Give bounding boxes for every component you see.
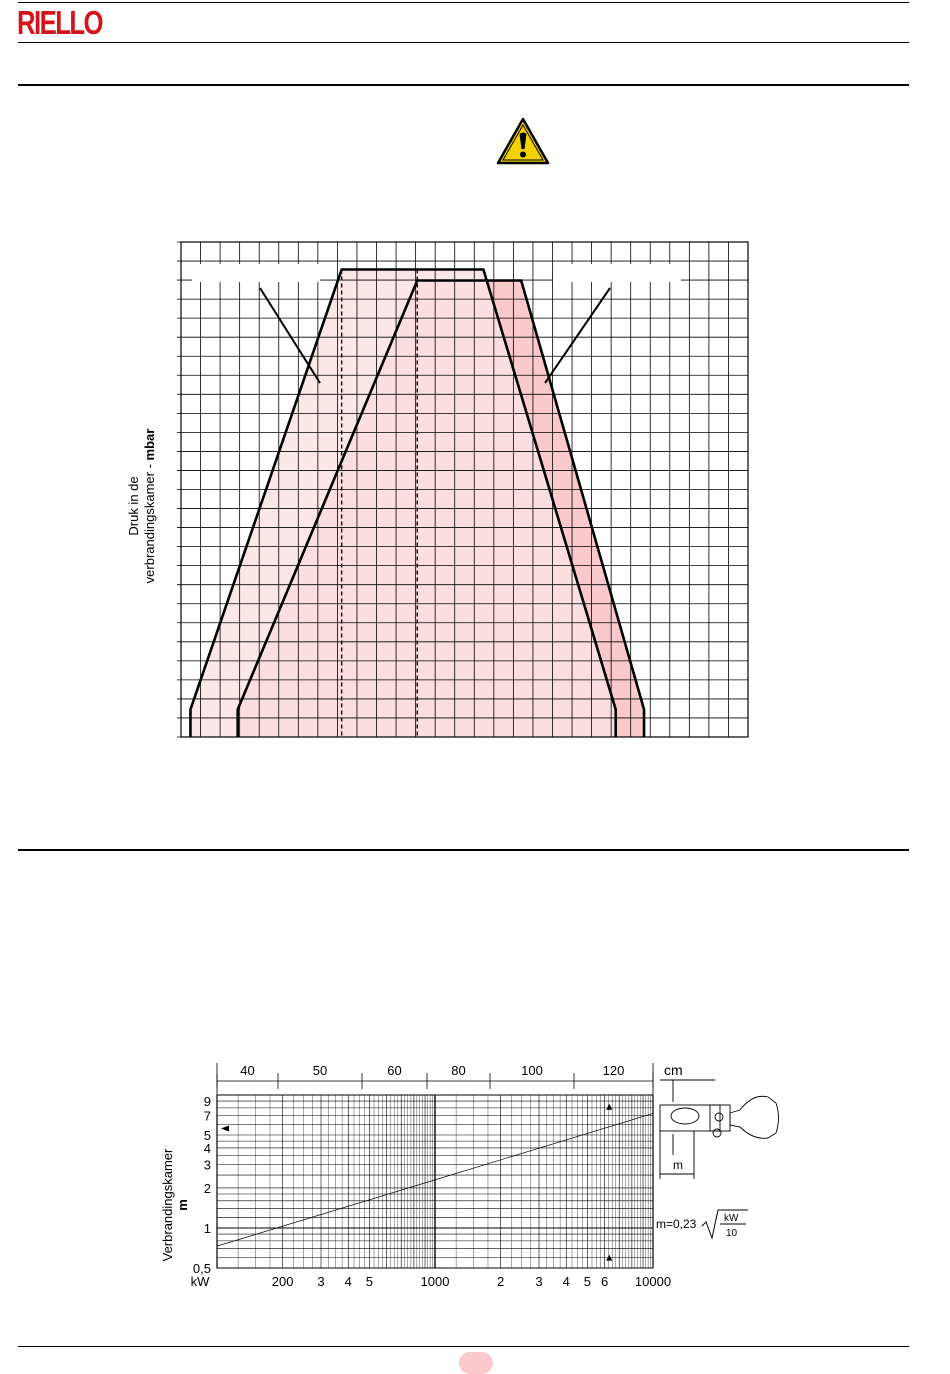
y-tick-label: 2: [203, 1180, 211, 1196]
chamber-length-chart: [170, 1055, 790, 1305]
band-label: 40: [240, 1063, 255, 1078]
y-tick-label: 0,5: [192, 1261, 211, 1276]
y-tick-label: 1: [203, 1220, 211, 1236]
chart1-ylabel: Druk in de verbrandingskamer - mbar: [126, 428, 157, 584]
x-tick-label: 3: [317, 1274, 325, 1289]
warning-triangle-icon: [496, 117, 550, 165]
burner-part: [715, 1113, 723, 1121]
x-tick-label: 5: [365, 1274, 373, 1289]
x-tick-label: 2: [497, 1274, 505, 1289]
section-rule-1: [18, 84, 909, 86]
x-tick-label: 3: [535, 1274, 543, 1289]
band-label: 120: [602, 1063, 625, 1078]
band-label: 80: [451, 1063, 466, 1078]
side-m-label: m: [673, 1158, 683, 1172]
burner-part: [671, 1108, 699, 1124]
band-unit: cm: [664, 1062, 683, 1078]
x-tick-label: 200: [271, 1274, 294, 1289]
x-tick-label: 4: [562, 1274, 570, 1289]
header-rule: [18, 42, 909, 43]
formula-num: kW: [723, 1213, 739, 1224]
x-tick-label: 10000: [634, 1274, 672, 1289]
x-tick-label: 5: [583, 1274, 591, 1289]
pressure-chart: [170, 230, 760, 750]
burner-part: [730, 1096, 779, 1138]
band-label: 50: [312, 1063, 328, 1078]
label-box-left: [192, 264, 320, 282]
top-rule: [18, 2, 909, 3]
band-label: 100: [521, 1063, 543, 1078]
x-tick-label: 6: [601, 1274, 609, 1289]
band-label: 60: [387, 1063, 402, 1078]
y-tick-label: 7: [203, 1108, 211, 1124]
x-tick-label: kW: [190, 1274, 210, 1289]
riello-logo: RIELLO: [17, 4, 103, 41]
sqrt-sign: [700, 1208, 750, 1242]
formula-den: 10: [725, 1228, 737, 1239]
y-tick-label: 5: [203, 1128, 211, 1144]
y-tick-label: 3: [203, 1157, 211, 1173]
y-tick-label: 9: [203, 1094, 211, 1110]
chamber-formula: m=0,23 kW 10: [656, 1208, 750, 1242]
x-tick-label: 1000: [420, 1274, 450, 1289]
y-tick-label: 4: [203, 1140, 211, 1156]
label-box-right: [553, 264, 681, 282]
page-number-badge: [459, 1352, 493, 1374]
burner-part: [713, 1129, 721, 1137]
chart2-ylabel: Verbrandingskamer m: [160, 1148, 190, 1262]
section-rule-2: [18, 849, 909, 851]
footer-rule: [18, 1346, 909, 1347]
x-tick-label: 4: [344, 1274, 352, 1289]
